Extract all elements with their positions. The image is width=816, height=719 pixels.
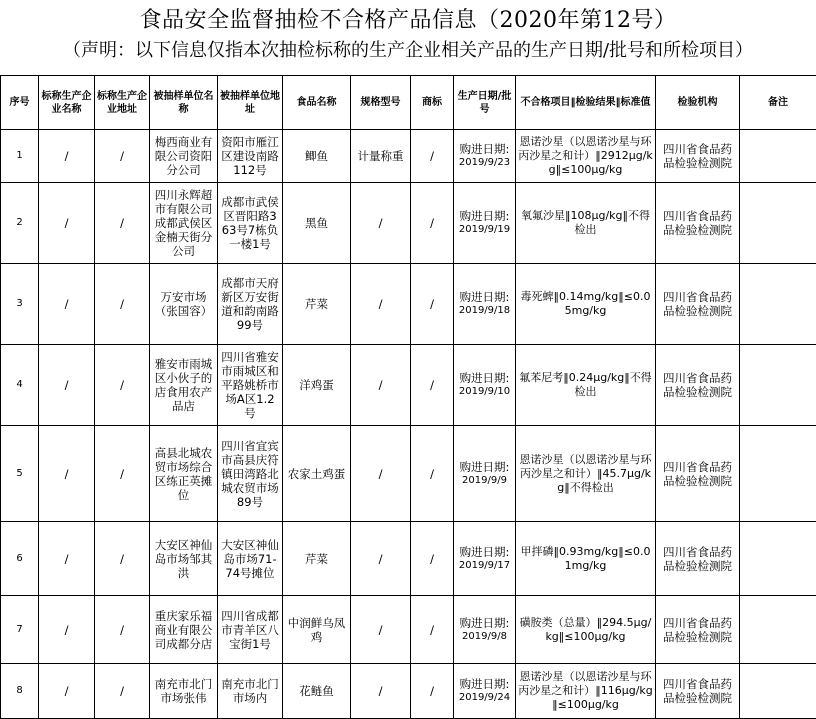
row-producer-address: / bbox=[95, 183, 150, 264]
row-sampled-unit-address: 资阳市雁江区建设南路112号 bbox=[218, 130, 283, 183]
row-remark bbox=[740, 426, 816, 522]
row-producer-name: / bbox=[39, 664, 95, 719]
row-date-label: 购进日期: bbox=[456, 677, 513, 691]
row-date-value: 2019/9/24 bbox=[456, 691, 513, 705]
row-producer-address: / bbox=[95, 130, 150, 183]
row-seq: 4 bbox=[1, 345, 39, 426]
row-spec: / bbox=[351, 345, 411, 426]
row-producer-name: / bbox=[39, 596, 95, 664]
row-sampled-unit-name: 四川永辉超市有限公司成都武侯区金楠天街分公司 bbox=[150, 183, 218, 264]
header-institution: 检验机构 bbox=[656, 76, 740, 130]
row-food-name: 农家土鸡蛋 bbox=[283, 426, 351, 522]
row-date-label: 购进日期: bbox=[456, 142, 513, 156]
row-food-name: 芹菜 bbox=[283, 264, 351, 345]
row-brand: / bbox=[411, 345, 454, 426]
row-failed-item: 甲拌磷‖0.93mg/kg‖≤0.01mg/kg bbox=[516, 522, 656, 596]
document-title: 食品安全监督抽检不合格产品信息（2020年第12号） bbox=[0, 6, 816, 36]
row-sampled-unit-address: 大安区神仙岛市场71-74号摊位 bbox=[218, 522, 283, 596]
table-row bbox=[1, 522, 816, 596]
row-sampled-unit-name: 梅西商业有限公司资阳分公司 bbox=[150, 130, 218, 183]
row-date bbox=[454, 183, 516, 264]
row-food-name: 洋鸡蛋 bbox=[283, 345, 351, 426]
row-spec: 计量称重 bbox=[351, 130, 411, 183]
row-failed-item: 磺胺类（总量）‖294.5μg/kg‖≤100μg/kg bbox=[516, 596, 656, 664]
row-failed-item: 氟苯尼考‖0.24μg/kg‖不得检出 bbox=[516, 345, 656, 426]
row-failed-item: 恩诺沙星（以恩诺沙星与环丙沙星之和计）‖45.7μg/kg‖不得检出 bbox=[516, 426, 656, 522]
row-brand: / bbox=[411, 264, 454, 345]
row-seq: 7 bbox=[1, 596, 39, 664]
header-food-name: 食品名称 bbox=[283, 76, 351, 130]
row-failed-item: 氧氟沙星‖108μg/kg‖不得检出 bbox=[516, 183, 656, 264]
row-date-label: 购进日期: bbox=[456, 616, 513, 630]
row-sampled-unit-name: 大安区神仙岛市场邹其洪 bbox=[150, 522, 218, 596]
row-date-value: 2019/9/10 bbox=[456, 385, 513, 399]
row-date bbox=[454, 596, 516, 664]
row-remark bbox=[740, 522, 816, 596]
row-sampled-unit-name: 万安市场（张国容） bbox=[150, 264, 218, 345]
row-food-name: 黑鱼 bbox=[283, 183, 351, 264]
row-remark bbox=[740, 596, 816, 664]
row-spec: / bbox=[351, 426, 411, 522]
table-row bbox=[1, 183, 816, 264]
row-institution: 四川省食品药品检验检测院 bbox=[656, 522, 740, 596]
row-date-value: 2019/9/17 bbox=[456, 559, 513, 573]
table-row bbox=[1, 264, 816, 345]
row-seq: 6 bbox=[1, 522, 39, 596]
row-remark bbox=[740, 345, 816, 426]
row-date-label: 购进日期: bbox=[456, 209, 513, 223]
row-seq: 5 bbox=[1, 426, 39, 522]
row-producer-name: / bbox=[39, 264, 95, 345]
inspection-table bbox=[0, 75, 816, 719]
row-producer-address: / bbox=[95, 522, 150, 596]
header-date: 生产日期/批号 bbox=[454, 76, 516, 130]
row-date bbox=[454, 130, 516, 183]
row-date-label: 购进日期: bbox=[456, 290, 513, 304]
row-sampled-unit-address: 南充市北门市场内 bbox=[218, 664, 283, 719]
header-spec: 规格型号 bbox=[351, 76, 411, 130]
row-institution: 四川省食品药品检验检测院 bbox=[656, 183, 740, 264]
row-food-name: 中润鲜乌凤鸡 bbox=[283, 596, 351, 664]
row-institution: 四川省食品药品检验检测院 bbox=[656, 596, 740, 664]
row-brand: / bbox=[411, 426, 454, 522]
row-producer-name: / bbox=[39, 426, 95, 522]
row-institution: 四川省食品药品检验检测院 bbox=[656, 664, 740, 719]
row-spec: / bbox=[351, 522, 411, 596]
row-sampled-unit-name: 南充市北门市场张伟 bbox=[150, 664, 218, 719]
row-date bbox=[454, 426, 516, 522]
row-date bbox=[454, 345, 516, 426]
row-seq: 2 bbox=[1, 183, 39, 264]
row-sampled-unit-name: 重庆家乐福商业有限公司成都分店 bbox=[150, 596, 218, 664]
row-remark bbox=[740, 130, 816, 183]
row-producer-name: / bbox=[39, 522, 95, 596]
header-sampled-unit-address: 被抽样单位地址 bbox=[218, 76, 283, 130]
row-producer-address: / bbox=[95, 345, 150, 426]
row-date-label: 购进日期: bbox=[456, 545, 513, 559]
table-header-row bbox=[1, 76, 816, 130]
row-seq: 3 bbox=[1, 264, 39, 345]
row-sampled-unit-address: 四川省雅安市雨城区和平路姚桥市场A区1.2号 bbox=[218, 345, 283, 426]
row-remark bbox=[740, 664, 816, 719]
row-date bbox=[454, 522, 516, 596]
row-institution: 四川省食品药品检验检测院 bbox=[656, 264, 740, 345]
document-subtitle: （声明：以下信息仅指本次抽检标称的生产企业相关产品的生产日期/批号和所检项目） bbox=[0, 38, 816, 64]
row-date-label: 购进日期: bbox=[456, 371, 513, 385]
row-date-value: 2019/9/23 bbox=[456, 156, 513, 170]
row-brand: / bbox=[411, 664, 454, 719]
row-producer-name: / bbox=[39, 345, 95, 426]
header-remark: 备注 bbox=[740, 76, 816, 130]
row-sampled-unit-name: 高县北城农贸市场综合区练正英摊位 bbox=[150, 426, 218, 522]
row-food-name: 鲫鱼 bbox=[283, 130, 351, 183]
row-remark bbox=[740, 183, 816, 264]
row-date-value: 2019/9/19 bbox=[456, 223, 513, 237]
table-row bbox=[1, 426, 816, 522]
row-date-value: 2019/9/18 bbox=[456, 304, 513, 318]
row-producer-name: / bbox=[39, 183, 95, 264]
row-sampled-unit-name: 雅安市雨城区小伙子的店食用农产品店 bbox=[150, 345, 218, 426]
table-row bbox=[1, 345, 816, 426]
table-row bbox=[1, 130, 816, 183]
row-producer-address: / bbox=[95, 664, 150, 719]
row-spec: / bbox=[351, 596, 411, 664]
row-spec: / bbox=[351, 183, 411, 264]
row-date-label: 购进日期: bbox=[456, 460, 513, 474]
header-seq: 序号 bbox=[1, 76, 39, 130]
row-institution: 四川省食品药品检验检测院 bbox=[656, 345, 740, 426]
row-date bbox=[454, 264, 516, 345]
row-institution: 四川省食品药品检验检测院 bbox=[656, 426, 740, 522]
row-sampled-unit-address: 成都市天府新区万安街道和韵南路99号 bbox=[218, 264, 283, 345]
row-date-value: 2019/9/8 bbox=[456, 630, 513, 644]
row-seq: 1 bbox=[1, 130, 39, 183]
row-date-value: 2019/9/9 bbox=[456, 474, 513, 488]
row-brand: / bbox=[411, 596, 454, 664]
row-institution: 四川省食品药品检验检测院 bbox=[656, 130, 740, 183]
row-spec: / bbox=[351, 664, 411, 719]
header-brand: 商标 bbox=[411, 76, 454, 130]
row-date bbox=[454, 664, 516, 719]
row-sampled-unit-address: 四川省成都市青羊区八宝街1号 bbox=[218, 596, 283, 664]
row-brand: / bbox=[411, 183, 454, 264]
header-producer-address: 标称生产企业地址 bbox=[95, 76, 150, 130]
row-producer-address: / bbox=[95, 426, 150, 522]
row-spec: / bbox=[351, 264, 411, 345]
header-failed-item: 不合格项目‖检验结果‖标准值 bbox=[516, 76, 656, 130]
table-row bbox=[1, 664, 816, 719]
row-producer-name: / bbox=[39, 130, 95, 183]
header-sampled-unit-name: 被抽样单位名称 bbox=[150, 76, 218, 130]
row-brand: / bbox=[411, 522, 454, 596]
header-producer-name: 标称生产企业名称 bbox=[39, 76, 95, 130]
row-failed-item: 恩诺沙星（以恩诺沙星与环丙沙星之和计）‖2912μg/kg‖≤100μg/kg bbox=[516, 130, 656, 183]
row-brand: / bbox=[411, 130, 454, 183]
row-producer-address: / bbox=[95, 596, 150, 664]
row-food-name: 花鲢鱼 bbox=[283, 664, 351, 719]
row-failed-item: 毒死蜱‖0.14mg/kg‖≤0.05mg/kg bbox=[516, 264, 656, 345]
row-seq: 8 bbox=[1, 664, 39, 719]
row-failed-item: 恩诺沙星（以恩诺沙星与环丙沙星之和计）‖116μg/kg‖≤100μg/kg bbox=[516, 664, 656, 719]
row-sampled-unit-address: 成都市武侯区晋阳路363号7栋负一楼1号 bbox=[218, 183, 283, 264]
row-producer-address: / bbox=[95, 264, 150, 345]
row-remark bbox=[740, 264, 816, 345]
row-food-name: 芹菜 bbox=[283, 522, 351, 596]
row-sampled-unit-address: 四川省宜宾市高县庆符镇田湾路北城农贸市场89号 bbox=[218, 426, 283, 522]
table-row bbox=[1, 596, 816, 664]
